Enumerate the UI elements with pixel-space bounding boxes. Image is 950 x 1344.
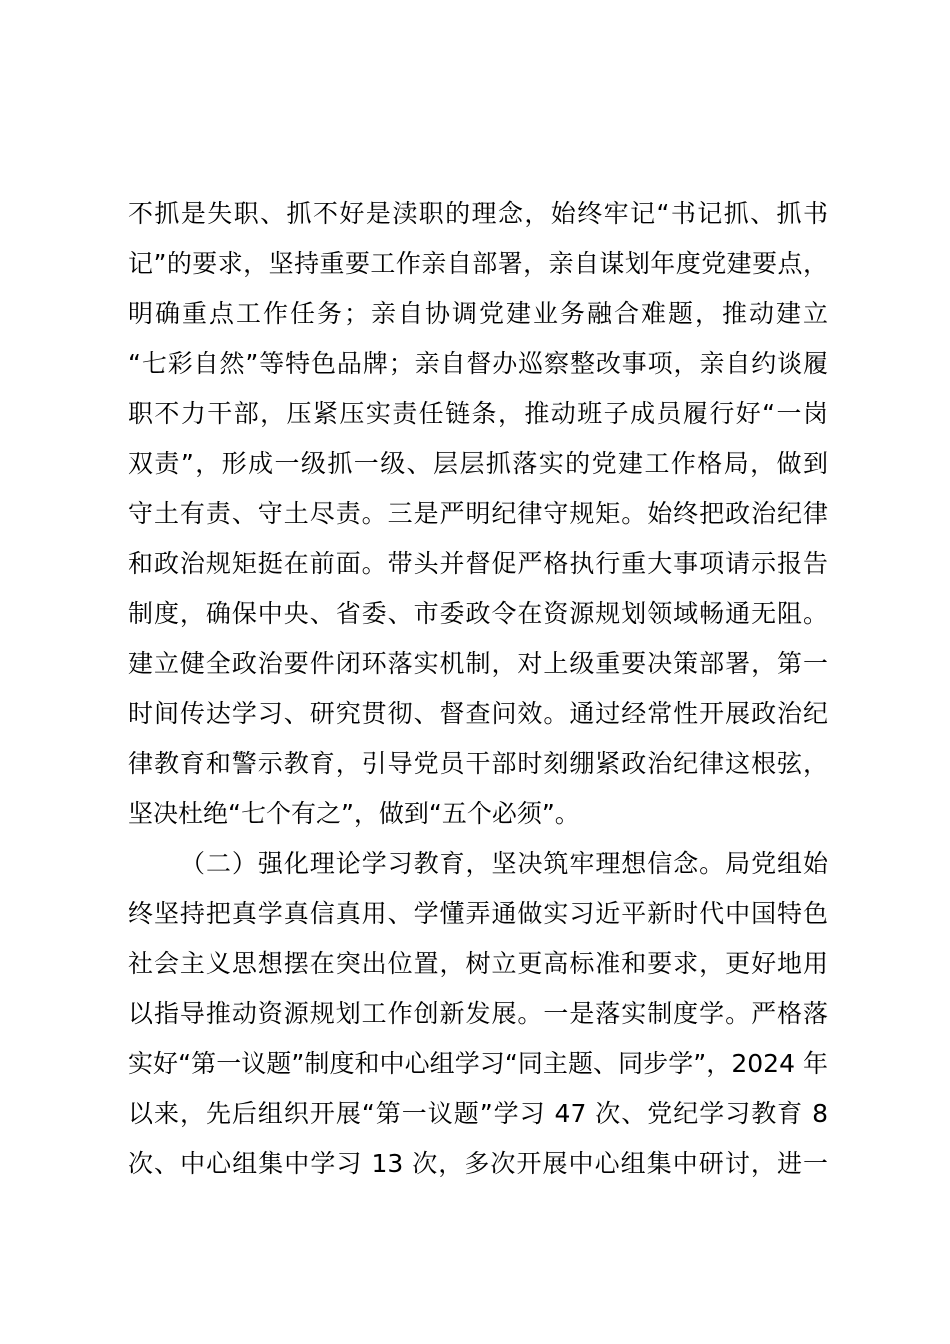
text-line: 以来，先后组织开展“第一议题”学习 47 次、党纪学习教育 8 (128, 1099, 828, 1128)
text-line: 制度，确保中央、省委、市委政令在资源规划领域畅通无阻。 (128, 599, 828, 628)
text-line: 实好“第一议题”制度和中心组学习“同主题、同步学”，2024 年 (128, 1049, 828, 1078)
text-line: 时间传达学习、研究贯彻、督查问效。通过经常性开展政治纪 (128, 699, 828, 728)
text-line: 次、中心组集中学习 13 次，多次开展中心组集中研讨，进一 (128, 1149, 828, 1178)
text-line: “七彩自然”等特色品牌；亲自督办巡察整改事项，亲自约谈履 (128, 349, 828, 378)
text-line: 守土有责、守土尽责。三是严明纪律守规矩。始终把政治纪律 (128, 499, 828, 528)
text-line: 终坚持把真学真信真用、学懂弄通做实习近平新时代中国特色 (128, 899, 828, 928)
text-line: 以指导推动资源规划工作创新发展。一是落实制度学。严格落 (128, 999, 828, 1028)
text-line: 不抓是失职、抓不好是渎职的理念，始终牢记“书记抓、抓书 (128, 199, 828, 228)
text-line: 社会主义思想摆在突出位置，树立更高标准和要求，更好地用 (128, 949, 828, 978)
text-line: 和政治规矩挺在前面。带头并督促严格执行重大事项请示报告 (128, 549, 828, 578)
text-line: 建立健全政治要件闭环落实机制，对上级重要决策部署，第一 (128, 649, 828, 678)
text-line: 职不力干部，压紧压实责任链条，推动班子成员履行好“一岗 (128, 399, 828, 428)
section-heading-line: （二）强化理论学习教育，坚决筑牢理想信念。局党组始 (180, 849, 828, 878)
text-line: 记”的要求，坚持重要工作亲自部署，亲自谋划年度党建要点， (128, 249, 828, 278)
text-line: 坚决杜绝“七个有之”，做到“五个必须”。 (128, 799, 580, 828)
text-line: 双责”，形成一级抓一级、层层抓落实的党建工作格局，做到 (128, 449, 828, 478)
text-line: 明确重点工作任务；亲自协调党建业务融合难题，推动建立 (128, 299, 828, 328)
text-line: 律教育和警示教育，引导党员干部时刻绷紧政治纪律这根弦， (128, 749, 828, 778)
